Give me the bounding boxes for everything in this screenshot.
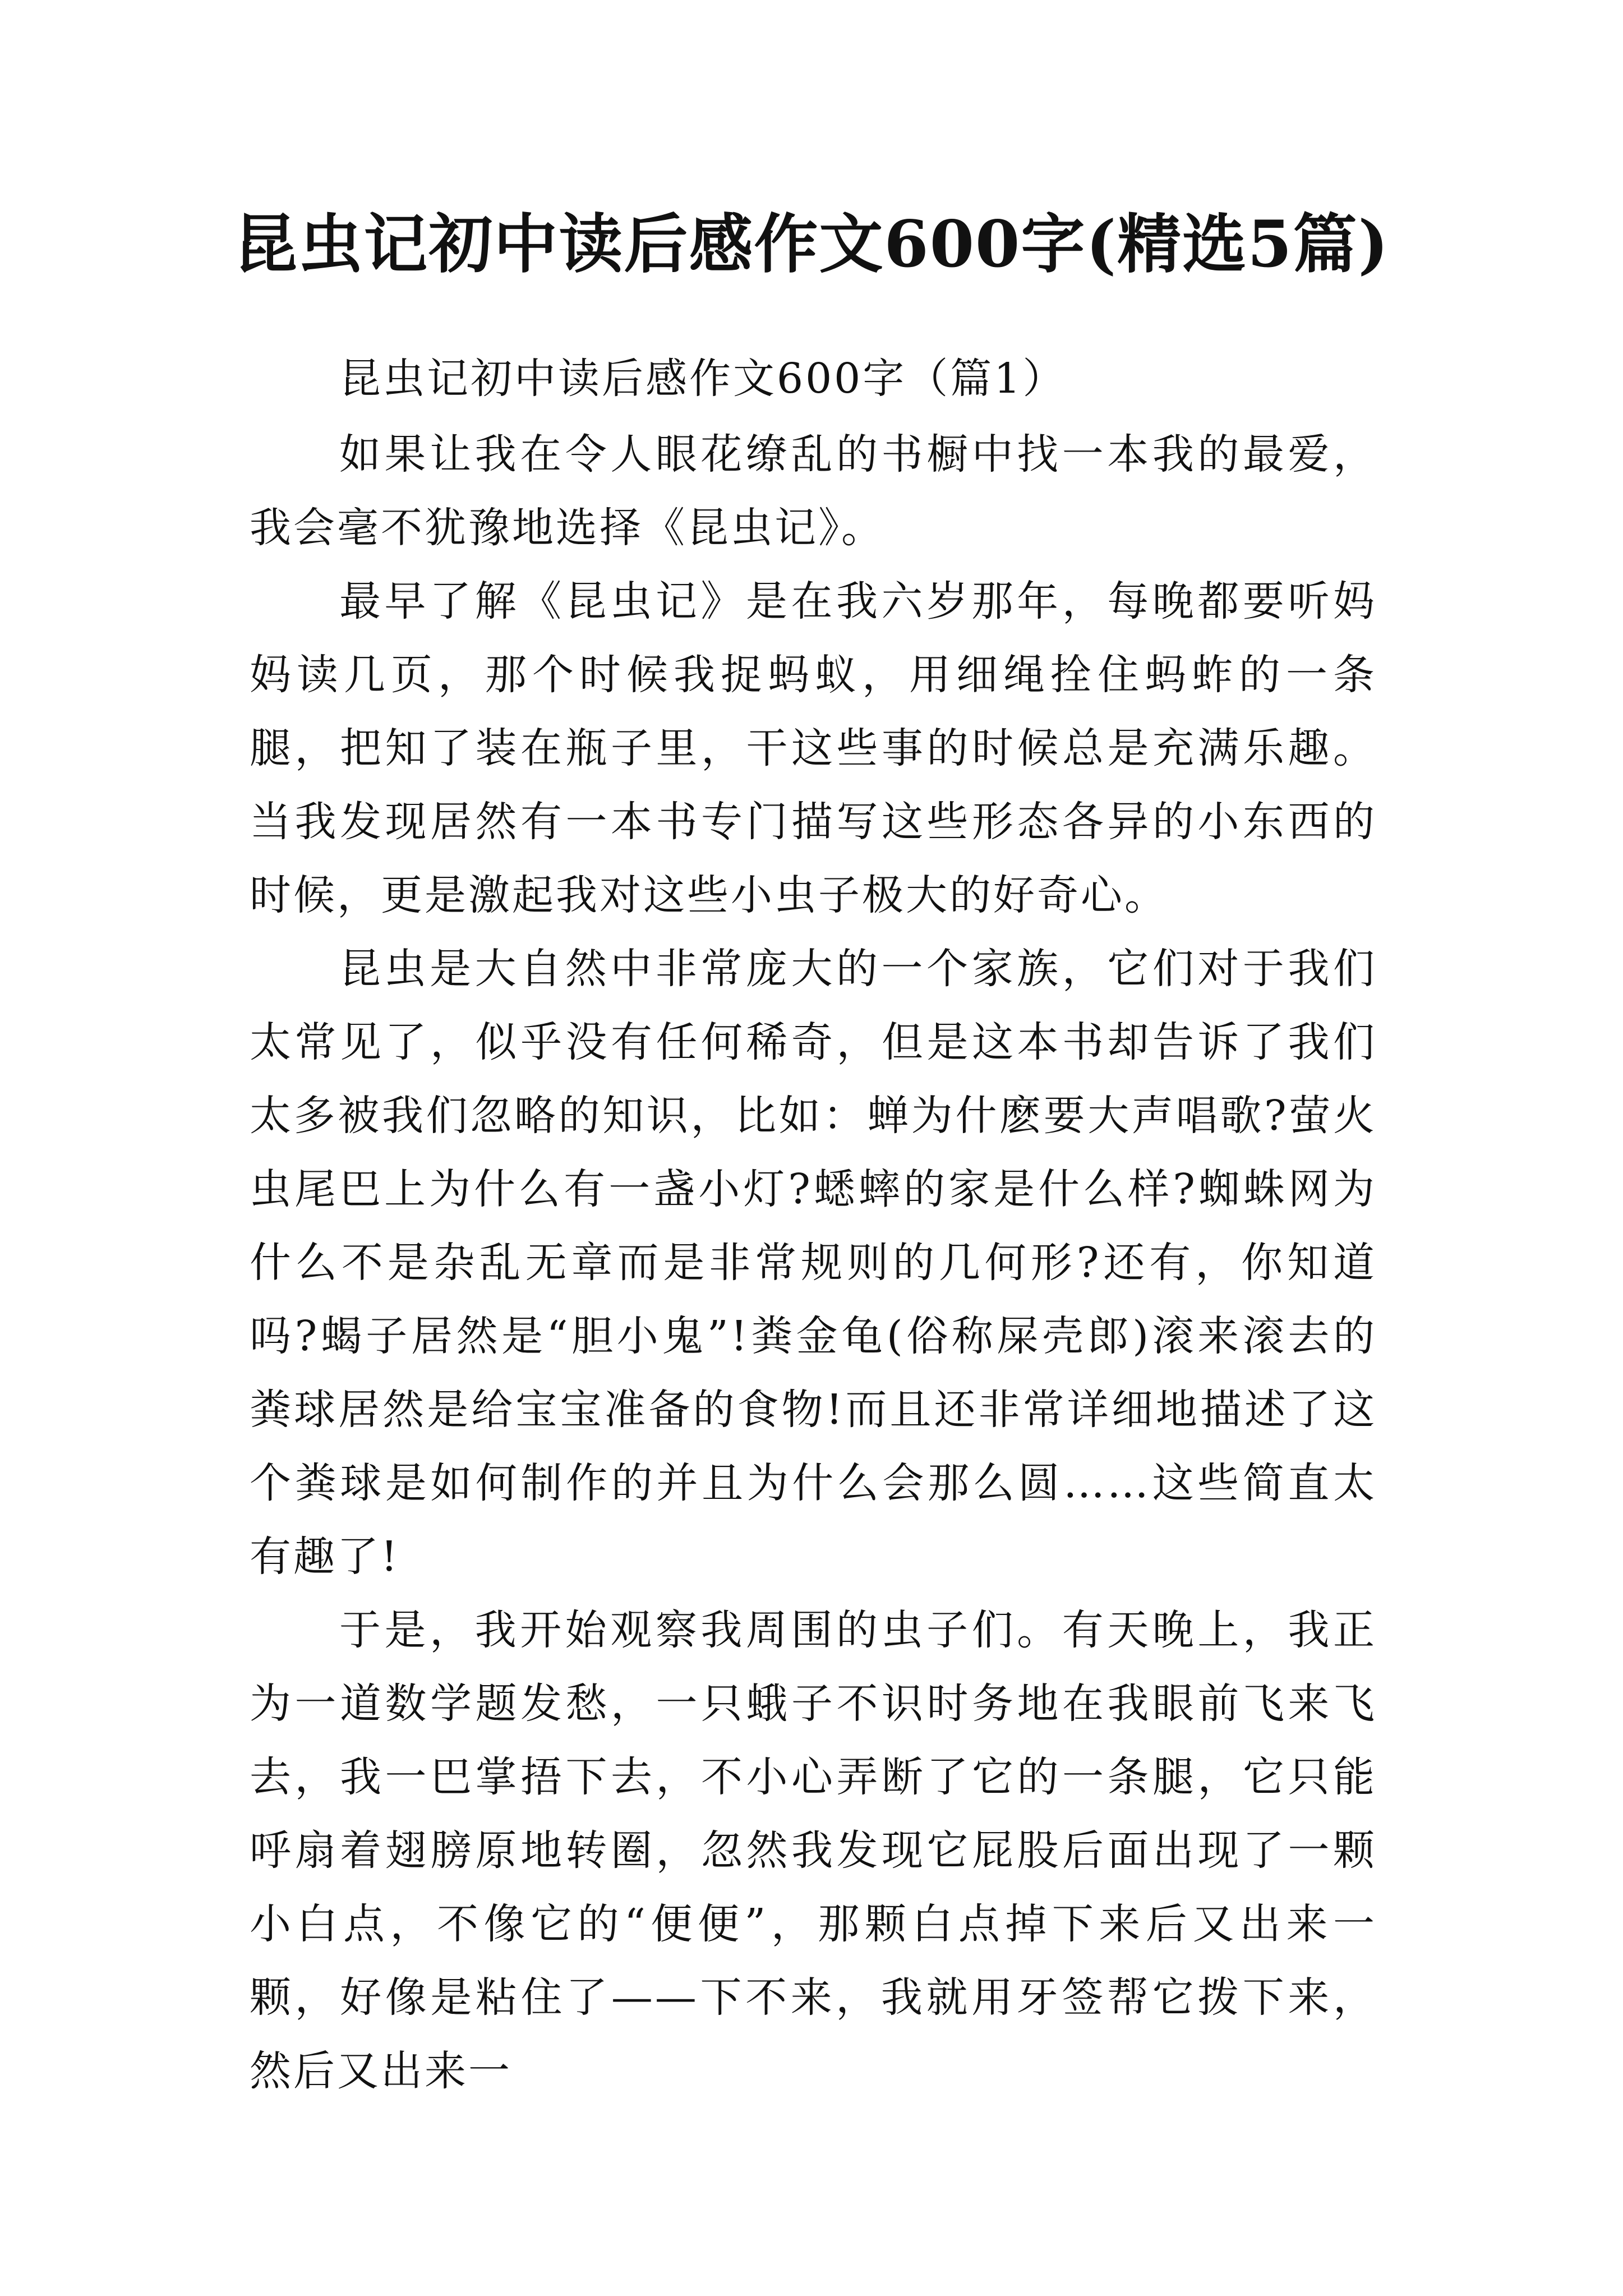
paragraph: 如果让我在令人眼花缭乱的书橱中找一本我的最爱，我会毫不犹豫地选择《昆虫记》。 <box>250 430 1377 552</box>
section-heading: 昆虫记初中读后感作文600字（篇1） <box>339 355 1067 403</box>
paragraph: 昆虫是大自然中非常庞大的一个家族，它们对于我们太常见了，似乎没有任何稀奇，但是这本书却告诉了我们太多被我们忽略的知识，比如：蝉为什麽要大声唱歌?萤火虫尾巴上为什么有一盏小灯?蟋蟀的家是什么样?蜘蛛网为什么不是杂乱无章而是非常规则的几何形?还有，你知道吗?蝎子居然是“胆小鬼”!粪金龟(俗称屎壳郎)滚来滚去的粪球居然是给宝宝准备的食物!而且还非常详细地描述了这个粪球是如何制作的并且为什么会那么圆……这些简直太有趣了! <box>250 945 1377 1581</box>
document-title: 昆虫记初中读后感作文600字(精选5篇) <box>233 206 1390 282</box>
paragraph: 于是，我开始观察我周围的虫子们。有天晚上，我正为一道数学题发愁，一只蛾子不识时务地在我眼前飞来飞去，我一巴掌捂下去，不小心弄断了它的一条腿，它只能呼扇着翅膀原地转圈，忽然我发现它屁股后面出现了一颗小白点，不像它的“便便”，那颗白点掉下来后又出来一颗，好像是粘住了——下不来，我就用牙签帮它拨下来，然后又出来一 <box>250 1606 1377 2095</box>
paragraph: 最早了解《昆虫记》是在我六岁那年，每晚都要听妈妈读几页，那个时候我捉蚂蚁，用细绳拴住蚂蚱的一条腿，把知了装在瓶子里，干这些事的时候总是充满乐趣。当我发现居然有一本书专门描写这些形态各异的小东西的时候，更是激起我对这些小虫子极大的好奇心。 <box>250 577 1377 919</box>
document-body <box>250 342 1377 2108</box>
